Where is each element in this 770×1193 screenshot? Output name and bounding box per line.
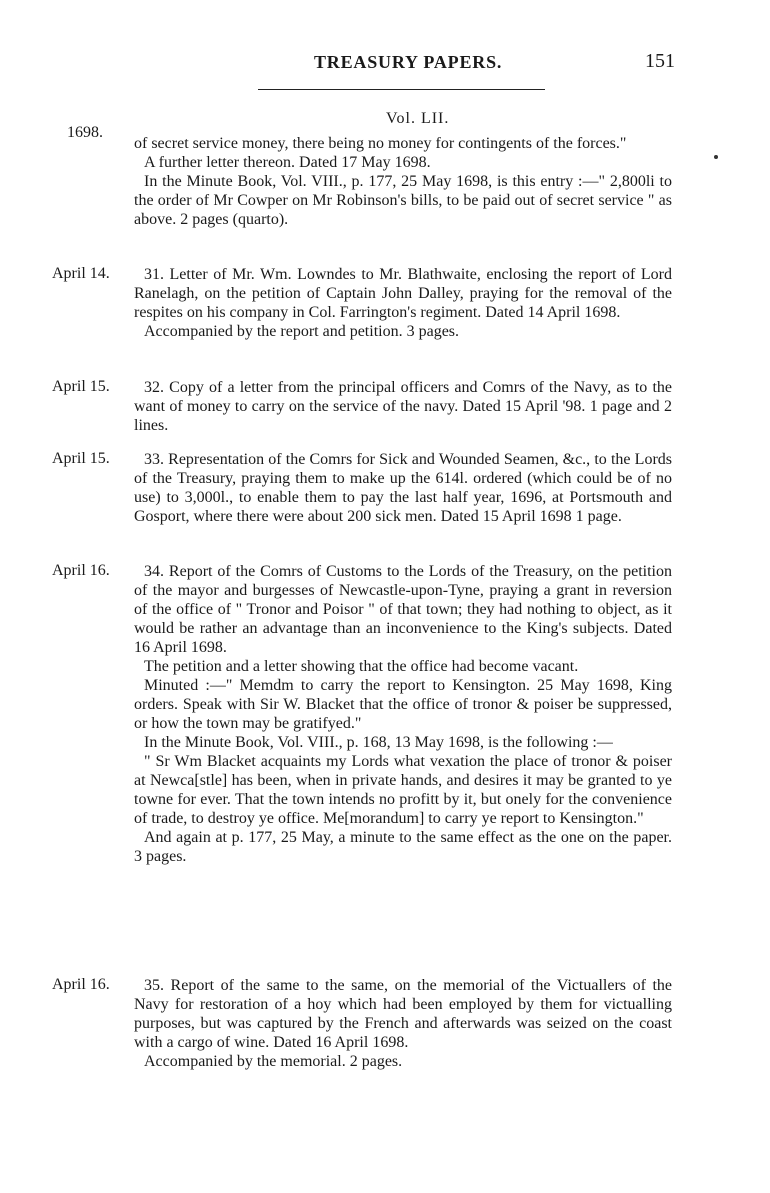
- entry-paragraph: In the Minute Book, Vol. VIII., p. 168, 13 May 1698, is the following :—: [144, 734, 613, 751]
- entry-date: April 15.: [52, 378, 110, 395]
- entry-paragraph: 35. Report of the same to the same, on the memorial of the Victuallers of the Navy for restoration of a hoy which had been employed by them for victualling purposes, but was captured by the French and afterwards was seized on the coast with a cargo of wine. Dated 16 April 1698.: [134, 977, 672, 1051]
- entry-paragraph: 31. Letter of Mr. Wm. Lowndes to Mr. Blathwaite, enclosing the report of Lord Ranelagh, on the petition of Captain John Dalley, praying for the removal of the respites on his company in Col. Farrington's regiment. Dated 14 April 1698.: [134, 266, 672, 321]
- entry-34: [134, 562, 672, 866]
- header-rule: [258, 89, 545, 90]
- entry-continuation: [134, 134, 672, 229]
- entry-31: [134, 265, 672, 341]
- entry-32: [134, 378, 672, 435]
- entry-date: April 14.: [52, 265, 110, 282]
- entry-paragraph: of secret service money, there being no money for contingents of the forces.": [134, 135, 627, 152]
- volume-heading: Vol. LII.: [386, 110, 450, 127]
- entry-paragraph: Accompanied by the memorial. 2 pages.: [144, 1053, 403, 1070]
- entry-date: April 15.: [52, 450, 110, 467]
- entry-paragraph: " Sr Wm Blacket acquaints my Lords what vexation the place of tronor & poiser at Newca[stle] has been, when in private hands, and desires it may be granted to ye towne for ever. That the town intends no profitt by it, but onely for the convenience of trade, to destroy ye office. Me[morandum] to carry ye report to Kensington.": [134, 753, 672, 827]
- page-number: 151: [645, 50, 675, 72]
- entry-paragraph: And again at p. 177, 25 May, a minute to the same effect as the one on the paper. 3 pages.: [134, 829, 672, 865]
- entry-paragraph: A further letter thereon. Dated 17 May 1698.: [144, 154, 431, 171]
- entry-33: [134, 450, 672, 526]
- entry-paragraph: Minuted :—" Memdm to carry the report to Kensington. 25 May 1698, King orders. Speak with Sir W. Blacket that the office of tronor & poiser be suppressed, or how the town may be gratifyed.": [134, 677, 672, 732]
- entry-paragraph: Accompanied by the report and petition. 3 pages.: [144, 323, 460, 340]
- year-marginal: 1698.: [67, 124, 103, 141]
- running-title: TREASURY PAPERS.: [314, 52, 503, 72]
- entry-date: April 16.: [52, 976, 110, 993]
- entry-paragraph: 32. Copy of a letter from the principal officers and Comrs of the Navy, as to the want of money to carry on the service of the navy. Dated 15 April '98. 1 page and 2 lines.: [134, 379, 672, 434]
- stray-ink-mark: [714, 155, 718, 159]
- entry-paragraph: The petition and a letter showing that the office had become vacant.: [144, 658, 579, 675]
- entry-paragraph: In the Minute Book, Vol. VIII., p. 177, 25 May 1698, is this entry :—" 2,800li to the order of Mr Cowper on Mr Robinson's bills, to be paid out of secret service " as above. 2 pages (quarto).: [134, 173, 672, 228]
- entry-35: [134, 976, 672, 1071]
- entry-date: April 16.: [52, 562, 110, 579]
- entry-paragraph: 33. Representation of the Comrs for Sick and Wounded Seamen, &c., to the Lords of the Treasury, praying them to make up the 614l. ordered (which could be of no use) to 3,000l., to enable them to pay the last half year, 1696, at Portsmouth and Gosport, where there were about 200 sick men. Dated 15 April 1698 1 page.: [134, 451, 672, 525]
- entry-paragraph: 34. Report of the Comrs of Customs to the Lords of the Treasury, on the petition of the mayor and burgesses of Newcastle-upon-Tyne, praying a grant in reversion of the office of " Tronor and Poisor " of that town; they had nothing to object, as it would be rather an advantage than an inconvenience to the King's subjects. Dated 16 April 1698.: [134, 563, 672, 656]
